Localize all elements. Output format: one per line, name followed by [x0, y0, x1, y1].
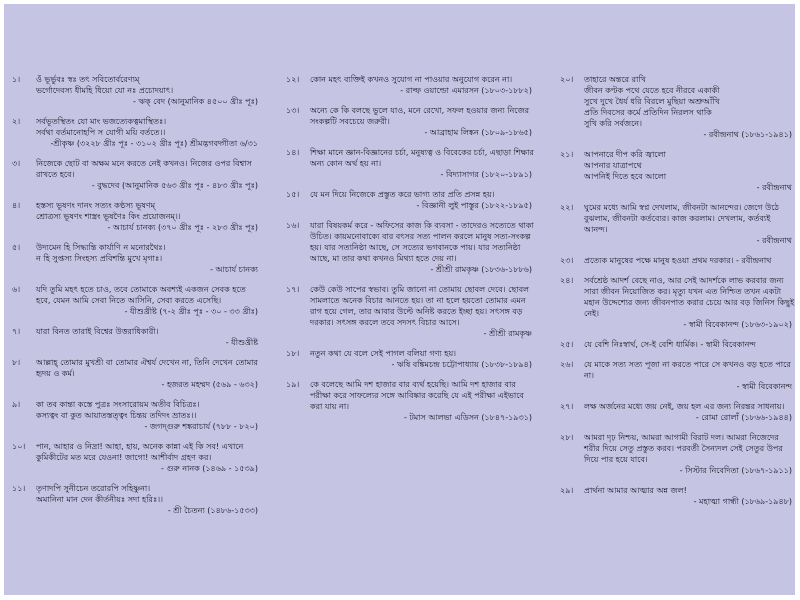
quote-number: ২০।	[560, 75, 574, 84]
quote-attribution: - স্বামী বিবেকানন্দ	[736, 382, 792, 391]
quote-number: ২।	[12, 117, 21, 126]
quote-number: ২১।	[560, 150, 574, 159]
quote-item	[12, 483, 262, 516]
quote-text: আপনারে দীপ করি জ্বালো আপনার যাত্রাপথে আপনিই দিতে হবে আলো	[584, 150, 667, 181]
quote-item	[12, 74, 262, 107]
quote-text: কে বলেছে আমি দশ হাজার বার ব্যর্থ হয়েছি। আমি দশ হাজার বার পরীক্ষা করে সাফল্যের সঙ্গে আবিষ্কার করেছি যে এই পরীক্ষা এইভাবে করা যায় না।	[310, 380, 524, 411]
quote-text: অন্যে কে কি বলছে ভুলে যাও, মনে রেখো, সফল হওয়ার জন্য নিজের সংকল্পটি সবচেয়ে জরুরী।	[310, 106, 530, 126]
quote-attribution: - আব্রাহাম লিঙ্কন (১৮০৯-১৮৬৫)	[424, 128, 532, 137]
quote-attribution: - যীশুখ্রীষ্ট (৭-২ খ্রীঃ পূঃ - ৩০ - ৩৩ খ্রীঃ)	[124, 307, 258, 316]
quote-attribution: - বিজ্ঞানী লুই পাস্তুর (১৮২২-১৮৯৫)	[416, 201, 532, 210]
quote-text: সর্বশ্রেষ্ঠ আদর্শ বেছে নাও, আর সেই আদর্শকে লাভ করবার জন্য সারা জীবন নিয়োজিত কর। মৃত্যু যখন এত নিশ্চিত তখন একটা মহান উদ্দেশ্যের জন্য জীবনপাত করার চেয়ে আর বড় জিনিস কিছুই নেই।	[584, 276, 795, 318]
quote-attribution: - যীশুখ্রীষ্ট	[225, 338, 258, 347]
quote-text: সর্বভূতস্থিতং যো মাং ভজত্যেকত্বমাস্থিতঃ। সর্বথা বর্তমানোহপি স যোগী ময়ি বর্ততে।।	[36, 117, 167, 137]
quote-number: ১৯।	[286, 380, 300, 389]
quote-item	[560, 202, 796, 246]
quote-number: ১৫।	[286, 190, 300, 199]
quote-item	[560, 401, 796, 423]
quote-text: লক্ষ অর্জনের মধ্যে জয় নেই, জয় হল এর জন্য নিরন্তর সাধনায়।	[584, 402, 785, 411]
quote-attribution: -শ্রীকৃষ্ণ (৩২২৮ খ্রীঃ পূঃ - ৩১০২ খ্রীঃ পূঃ) শ্রীমদ্ভগবদ্গীতা ৬/৩১	[50, 139, 258, 148]
quote-item	[286, 74, 536, 96]
quote-text: যারা বিনত তারাই বিশ্বের উত্তরাধিকারী।	[36, 327, 159, 336]
quote-number: ৮।	[12, 358, 21, 367]
quote-text: প্রত্যেক মানুষের পক্ষে মানুষ হওয়া প্রথম দরকার। - রবীন্দ্রনাথ	[584, 256, 772, 265]
quote-item	[286, 105, 536, 138]
quote-attribution: - বুদ্ধদেব (আনুমানিক ৫৬৩ খ্রীঃ পূঃ - ৪৮৩ খ্রীঃ পূঃ)	[91, 181, 258, 190]
quote-attribution: - রোমা রোলাঁ (১৮৬৬-১৯৪৪)	[695, 413, 792, 422]
quote-number: ৬।	[12, 285, 21, 294]
quote-item	[12, 284, 262, 317]
quote-attribution: - আচার্য চানক্য (৩৭০ খ্রীঃ পূঃ - ২৮৩ খ্রীঃ পূঃ)	[107, 223, 258, 232]
quote-item	[560, 339, 796, 350]
quote-item	[286, 147, 536, 180]
quote-number: ৩।	[12, 159, 21, 168]
quote-text: যে মাকে সত্য সত্য পূজা না করতে পারে সে কখনও বড় হতে পারে না।	[584, 360, 791, 380]
quote-number: ১০।	[12, 442, 26, 451]
quote-number: ১২।	[286, 75, 300, 84]
quote-item	[286, 379, 536, 423]
quote-attribution: - জগদ্গুরু শঙ্করাচার্য (৭৮৮ - ৮২০)	[144, 422, 258, 431]
quote-number: ২৩।	[560, 256, 574, 265]
quote-attribution: - ঋক্ বেদ (আনুমানিক ৪৫০০ খ্রীঃ পূঃ)	[132, 97, 258, 106]
quote-text: ওঁ ভূর্ভুবঃ স্বঃ তৎ সবিতোর্বরেণ্যম্ ভর্গোদেবস্য ধীমহি ধিয়ো যো নঃ প্রচোদয়াৎ।	[36, 75, 174, 95]
quote-sheet	[4, 4, 795, 595]
quote-item	[12, 200, 262, 233]
quote-attribution: - স্বামী বিবেকানন্দ (১৮৬৩-১৯০২)	[683, 320, 792, 329]
column-left	[12, 74, 262, 525]
quote-number: ১৩।	[286, 106, 300, 115]
quote-attribution: - শ্রীশ্রী রামকৃষ্ণ	[483, 329, 532, 338]
quote-attribution: - হজরত মহম্মদ (৫৬৯ - ৬৩২)	[161, 380, 258, 389]
quote-text: তাহারে অন্তরে রাখি জীবন কণ্টক পথে যেতে হবে নীরবে একাকী সুখে দুখে ধৈর্য ধরি বিরলে মুছিয়া অশ্রুআঁখি প্রতি দিবসের কর্মে প্রতিদিন নিরলস থাকি সুখি করি সর্বজনে।	[584, 75, 720, 128]
quote-number: ১৬।	[286, 221, 300, 230]
quote-number: ৯।	[12, 400, 21, 409]
quote-item	[560, 149, 796, 193]
quote-text: ঘুমের মধ্যে আমি স্বপ্ন দেখলাম, জীবনটা আনন্দের। জেগে উঠে বুঝলাম, জীবনটা কর্তব্যের। কাজ করলাম। দেখলাম, কর্তব্যই আনন্দ।	[584, 203, 779, 234]
quote-text: আমরা দৃঢ় নিশ্চয়, আমরা আগামী বিরাট দল। আমরা নিজেদের শরীর দিয়ে সেতু প্রস্তুত করব। পরবর্তী সৈন্যদল সেই সেতুর উপর দিয়ে পার হয়ে যাবে।	[584, 433, 783, 464]
quote-item	[560, 255, 796, 266]
quote-number: ২৪।	[560, 276, 574, 285]
quote-item	[286, 348, 536, 370]
quote-number: ১১।	[12, 484, 26, 493]
quote-number: ১৪।	[286, 148, 300, 157]
quote-item	[286, 284, 536, 339]
quote-attribution: - রাল্ফ ওয়াল্ডো এমারসন (১৮০৩-১৮৮২)	[400, 86, 532, 95]
quote-text: যে বেশি নিঃস্বার্থ, সে-ই বেশি ধার্মিক। - স্বামী বিবেকানন্দ	[584, 340, 756, 349]
quote-text: কা তব কান্তা কস্তে পুত্রঃ সংসারোয়ম অতীব বিচিত্রঃ। কস্যত্বং বা কুত আয়াতস্তত্ত্বং চিন্তয় তদিদং ভ্রাতঃ।।	[36, 400, 200, 420]
column-middle	[286, 74, 536, 432]
quote-attribution: - রবীন্দ্রনাথ (১৮৬১-১৯৪১)	[703, 130, 792, 139]
quote-attribution: - আচার্য চানক্য	[210, 265, 258, 274]
quote-number: ২৭।	[560, 402, 574, 411]
quote-number: ২৫।	[560, 340, 574, 349]
quote-item	[12, 116, 262, 149]
quote-text: প্রার্থনা আমার আত্মার অন্ন জল!	[584, 486, 687, 495]
column-right	[560, 74, 796, 516]
quote-item	[560, 485, 796, 507]
quote-item	[12, 357, 262, 390]
quote-text: কোন মহৎ ব্যক্তিই কখনও সুযোগ না পাওয়ার অনুযোগ করেন না।	[310, 75, 513, 84]
quote-attribution: - ঋষি বঙ্কিমচন্দ্র চট্টোপাধ্যায় (১৮৩৮-১৮৯৪)	[391, 360, 532, 369]
quote-number: ৪।	[12, 201, 21, 210]
quote-number: ৭।	[12, 327, 21, 336]
quote-item	[12, 399, 262, 432]
quote-text: যে মন দিয়ে নিজেকে প্রস্তুত করে ভাগ্য তার প্রতি প্রসন্ন হয়।	[310, 190, 495, 199]
quote-item	[12, 158, 262, 191]
quote-number: ২৬।	[560, 360, 574, 369]
quote-attribution: - সিস্টার নিবেদিতা (১৮৬৭-১৯১১)	[679, 466, 792, 475]
quote-attribution: - রবীন্দ্রনাথ	[756, 183, 792, 192]
quote-item	[12, 441, 262, 474]
quote-number: ১।	[12, 75, 21, 84]
quote-text: যদি তুমি মহৎ হতে চাও, তবে তোমাকে অবশ্যই একজন সেবক হতে হবে, যেমন আমি সেবা নিতে আসিনি, সেবা করতে এসেছি।	[36, 285, 246, 305]
quote-attribution: - রবীন্দ্রনাথ	[756, 236, 792, 245]
quote-item	[286, 189, 536, 211]
quote-text: নিজেকে ছোট বা অক্ষম মনে করতে নেই কখনও। নিজের ওপর বিশ্বাস রাখতে হবে।	[36, 159, 252, 179]
quote-text: আল্লাহ্ তোমার মুখশ্রী বা তোমার ঐশ্বর্য দেখেন না, তিনি দেখেন তোমার হৃদয় ও কর্ম।	[36, 358, 258, 378]
quote-item	[560, 74, 796, 140]
quote-text: যারা বিষয়কর্ম করে - অফিসের কাজ কি ব্যবসা - তাদেরও সত্যেতে থাকা উচিত। কায়মনোবাক্যে বার বৎসর সত্য পালন করলে মানুষ সত্য-সংকল্প হয়। যার সত্যনিষ্ঠা আছে, সে সত্যের ভগবানকে পায়। যার সত্যনিষ্ঠা আছে, মা তার কথা কখনও মিথ্যা হতে দেয় না।	[310, 221, 534, 263]
quote-text: পান, আহার ও নিদ্রা! আহা, হায়, অনেক কান্না এই কি সব! এখানে কুমিকীটের মত মরে যেওনা! জাগো! আশীর্বাদ গ্রহণ কর।	[36, 442, 244, 462]
quote-attribution: - মহাত্মা গান্ধী (১৮৬৯-১৯৪৮)	[693, 497, 792, 506]
quote-text: কেউ কেউ সাপের স্বভাব। তুমি জানো না তোমায় ছোবল দেবে। ছোবল সামলাতে অনেক বিচার আনতে হয়। তা না হলে হয়তো তোমার এমন রাগ হয়ে গেল, তার আবার উল্টে অনিষ্ট করতে ইচ্ছা হয়। সৎসঙ্গ বড় দরকার। সৎসঙ্গ করলে তবে সদসৎ বিচার আসে।	[310, 285, 529, 327]
quote-text: হস্তস্য ভূষণং দানং সত্যং কণ্ঠস্য ভূষণম্ শ্রোত্রস্য ভূষণং শাস্ত্রং ভূষণৈঃ কিং প্রয়োজনম্।।	[36, 201, 181, 221]
quote-attribution: - টমাস আলভা এডিসন (১৮৪৭-১৯৩১)	[403, 413, 532, 422]
quote-number: ২৯।	[560, 486, 574, 495]
quote-text: উদ্যমেন হি সিদ্ধ্যন্তি কার্যাণি ন মনোরথৈঃ। ন হি সুপ্তস্য সিংহস্য প্রবিশন্তি মুখে মৃগাঃ।	[36, 243, 166, 263]
quote-attribution: - বিদ্যাসাগর (১৮২০-১৮৯১)	[440, 170, 532, 179]
quote-item	[286, 220, 536, 275]
quote-attribution: - শ্রী চৈতন্য (১৪৮৬-১৫৩৩)	[167, 506, 258, 515]
quote-text: শিক্ষা মানে জ্ঞান-বিজ্ঞানের চর্চা, মনুষ্যত্ব ও বিবেকের চর্চা, এছাড়া শিক্ষার অন্য কোন অর্থ হয় না।	[310, 148, 534, 168]
quote-number: ৫।	[12, 243, 21, 252]
quote-item	[560, 359, 796, 392]
quote-number: ২২।	[560, 203, 574, 212]
quote-text: তৃণাদপি সুনীচেন তরোরপি সহিষ্ণুনা। অমানিনা মান দেন কীর্তনীয়ঃ সদা হরিঃ।।	[36, 484, 163, 504]
quote-number: ২৮।	[560, 433, 574, 442]
quote-item	[560, 275, 796, 330]
quote-item	[12, 326, 262, 348]
quote-number: ১৮।	[286, 349, 300, 358]
quote-attribution: - গুরু নানক (১৪৬৯ - ১৫৩৯)	[161, 464, 258, 473]
quote-attribution: - শ্রীশ্রী রামকৃষ্ণ (১৮৩৬-১৮৮৬)	[430, 265, 532, 274]
quote-item	[560, 432, 796, 476]
quote-text: নতুন কথা যে বলে সেই পাগল বলিয়া গণ্য হয়।	[310, 349, 457, 358]
quote-number: ১৭।	[286, 285, 300, 294]
quote-item	[12, 242, 262, 275]
